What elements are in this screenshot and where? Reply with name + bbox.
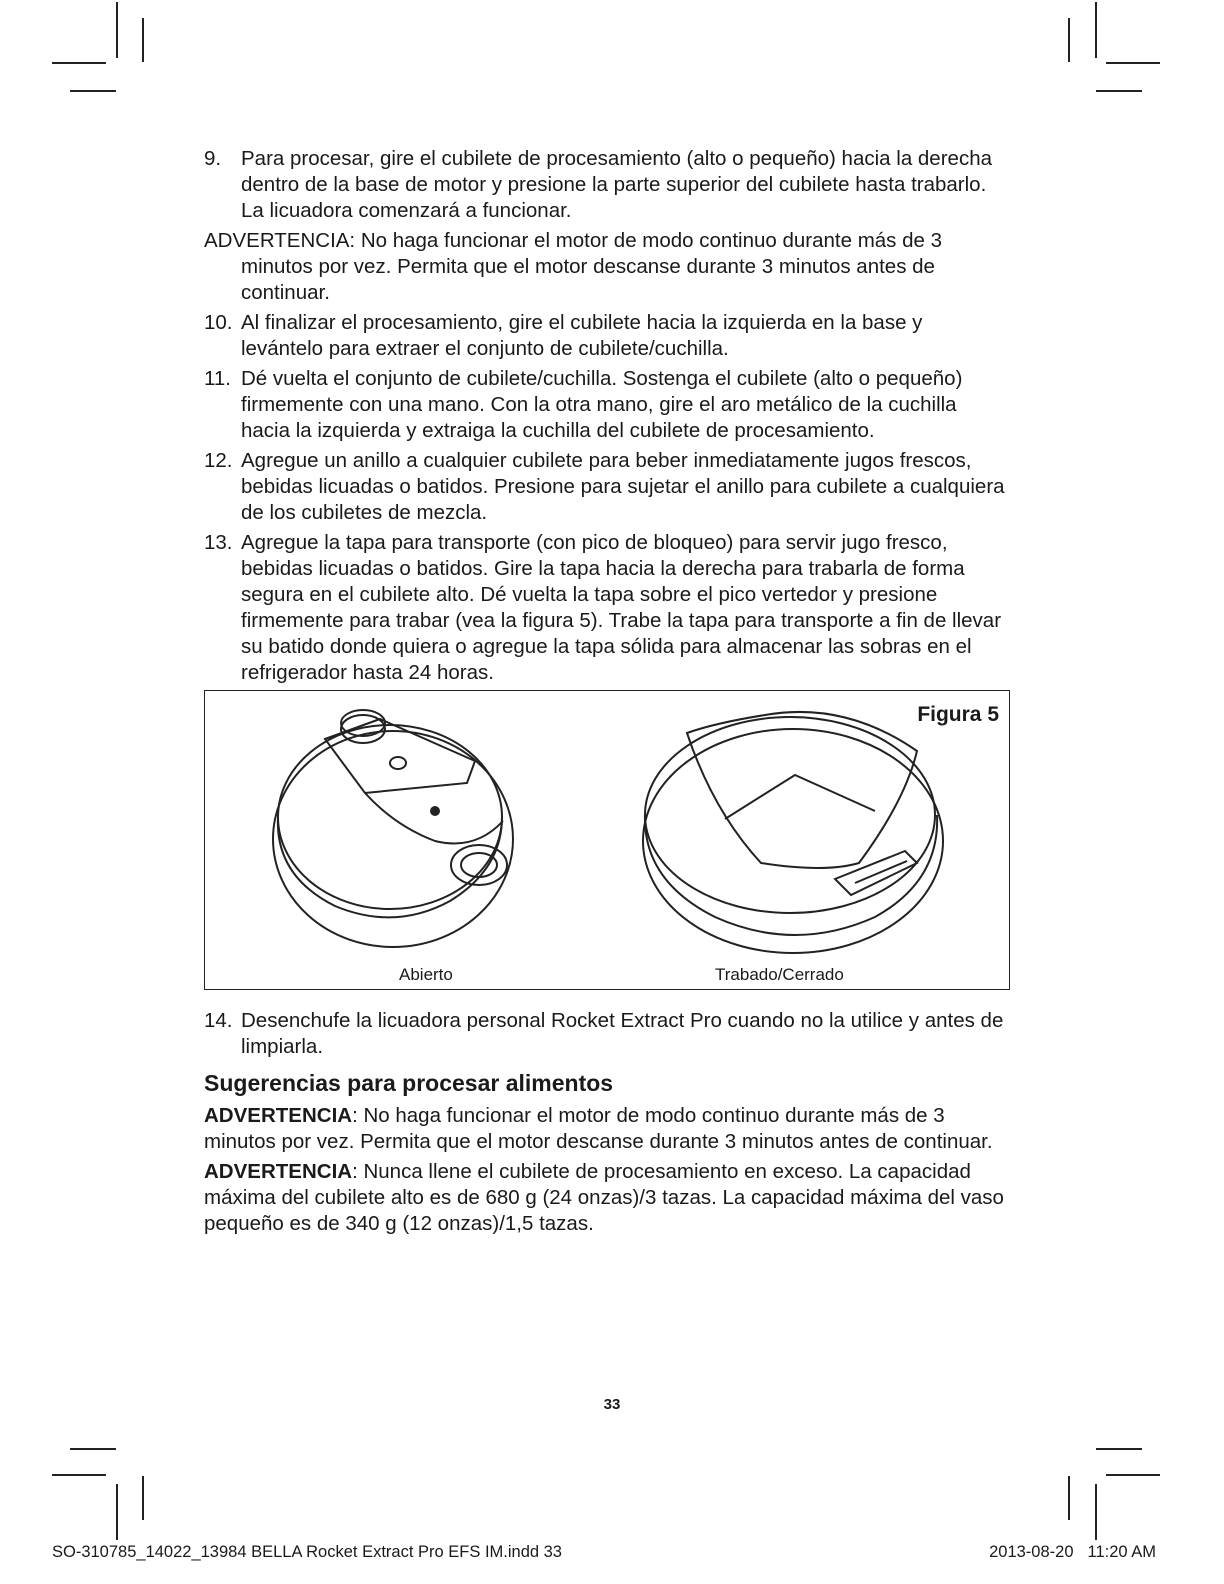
crop-mark <box>142 18 144 62</box>
footer-time: 11:20 AM <box>1087 1543 1156 1561</box>
item-number: 11. <box>204 367 231 390</box>
page-content <box>204 146 1010 1241</box>
lid-open-spout <box>451 845 507 885</box>
crop-mark <box>1096 90 1142 92</box>
section-heading: Sugerencias para procesar alimentos <box>204 1070 614 1096</box>
item-text: Agregue un anillo a cualquier cubilete para beber inmediatamente jugos frescos, bebidas licuadas o batidos. Presione para sujetar el anillo para cubilete a cualquiera de los cubiletes de mezcla. <box>241 449 1005 524</box>
item-text: Al finalizar el procesamiento, gire el cubilete hacia la izquierda en la base y levántelo para extraer el conjunto de cubilete/cuchilla. <box>241 311 923 360</box>
page-number: 33 <box>603 1396 621 1413</box>
warning-text: ADVERTENCIA: No haga funcionar el motor de modo continuo durante más de 3 minutos por vez. Permita que el motor descanse durante 3 minutos antes de continuar. <box>204 229 943 304</box>
warning-text: : Nunca llene el cubilete de procesamiento en exceso. La capacidad máxima del cubilete alto es de 680 g (24 onzas)/3 tazas. La capacidad máxima del vaso pequeño es de 340 g (12 onzas)/1,5 tazas. <box>204 1160 1004 1235</box>
crop-mark <box>1106 62 1160 64</box>
warning-label: ADVERTENCIA <box>204 1104 353 1127</box>
crop-mark <box>52 1474 106 1476</box>
item-number: 13. <box>204 531 233 554</box>
item-text: Para procesar, gire el cubilete de procesamiento (alto o pequeño) hacia la derecha dentro de la base de motor y presione la parte superior del cubilete hasta trabarlo. La licuadora comenzará a funcionar. <box>241 147 992 222</box>
crop-mark <box>116 2 118 58</box>
warning-paragraph <box>204 1103 1010 1155</box>
lid-closed-cover <box>687 712 917 868</box>
crop-mark <box>70 1448 116 1450</box>
figure-5 <box>204 690 1010 990</box>
crop-mark <box>1095 1484 1097 1540</box>
lid-open-plug <box>341 715 385 743</box>
list-item <box>204 1008 1010 1060</box>
warning-label: ADVERTENCIA <box>204 1160 353 1183</box>
figure-title: Figura 5 <box>917 703 999 726</box>
lid-open-flap <box>325 719 475 793</box>
crop-mark <box>52 62 106 64</box>
item-text: Dé vuelta el conjunto de cubilete/cuchilla. Sostenga el cubilete (alto o pequeño) firmemente con una mano. Con la otra mano, gire el aro metálico de la cuchilla hacia la izquierda y extraiga la cuchilla del cubilete de procesamiento. <box>241 367 963 442</box>
warning-paragraph <box>204 1159 1010 1237</box>
item-text: Desenchufe la licuadora personal Rocket Extract Pro cuando no la utilice y antes de limpiarla. <box>241 1009 1004 1058</box>
list-item <box>204 146 1010 224</box>
crop-mark <box>142 1476 144 1520</box>
list-item <box>204 366 1010 444</box>
item-number: 12. <box>204 449 233 472</box>
warning-text: : No haga funcionar el motor de modo continuo durante más de 3 minutos por vez. Permita que el motor descanse durante 3 minutos antes de continuar. <box>204 1104 993 1153</box>
item-number: 14. <box>204 1009 233 1032</box>
footer-timestamp <box>975 1543 1156 1562</box>
lid-closed-outer-rim <box>643 729 943 953</box>
crop-mark <box>70 90 116 92</box>
list-item <box>204 530 1010 686</box>
lid-open-hole <box>390 757 406 769</box>
crop-mark <box>1068 18 1070 62</box>
crop-mark <box>1068 1476 1070 1520</box>
lid-open-wall <box>278 817 502 917</box>
lid-illustration <box>205 691 1009 989</box>
crop-mark <box>1095 2 1097 58</box>
crop-mark <box>1106 1474 1160 1476</box>
footer-filename: SO-310785_14022_13984 BELLA Rocket Extract Pro EFS IM.indd 33 <box>52 1543 562 1561</box>
caption-locked: Trabado/Cerrado <box>715 965 844 984</box>
item-number: 9. <box>204 147 222 170</box>
lid-closed-latch <box>835 851 917 895</box>
list-item <box>204 310 1010 362</box>
caption-open: Abierto <box>399 965 453 984</box>
crop-mark <box>116 1484 118 1540</box>
list-item <box>204 448 1010 526</box>
lid-open-small-hole <box>431 807 439 815</box>
item-number: 10. <box>204 311 233 334</box>
footer-date: 2013-08-20 <box>989 1543 1074 1561</box>
item-text: Agregue la tapa para transporte (con pico de bloqueo) para servir jugo fresco, bebidas licuadas o batidos. Gire la tapa hacia la derecha para trabarla de forma segura en el cubilete alto. Dé vuelta la tapa sobre el pico vertedor y presione firmemente para trabar (vea la figura 5). Trabe la tapa para transporte a fin de llevar su batido donde quiera o agregue la tapa sólida para almacenar las sobras en el refrigerador hasta 24 horas. <box>241 531 1002 684</box>
crop-mark <box>1096 1448 1142 1450</box>
